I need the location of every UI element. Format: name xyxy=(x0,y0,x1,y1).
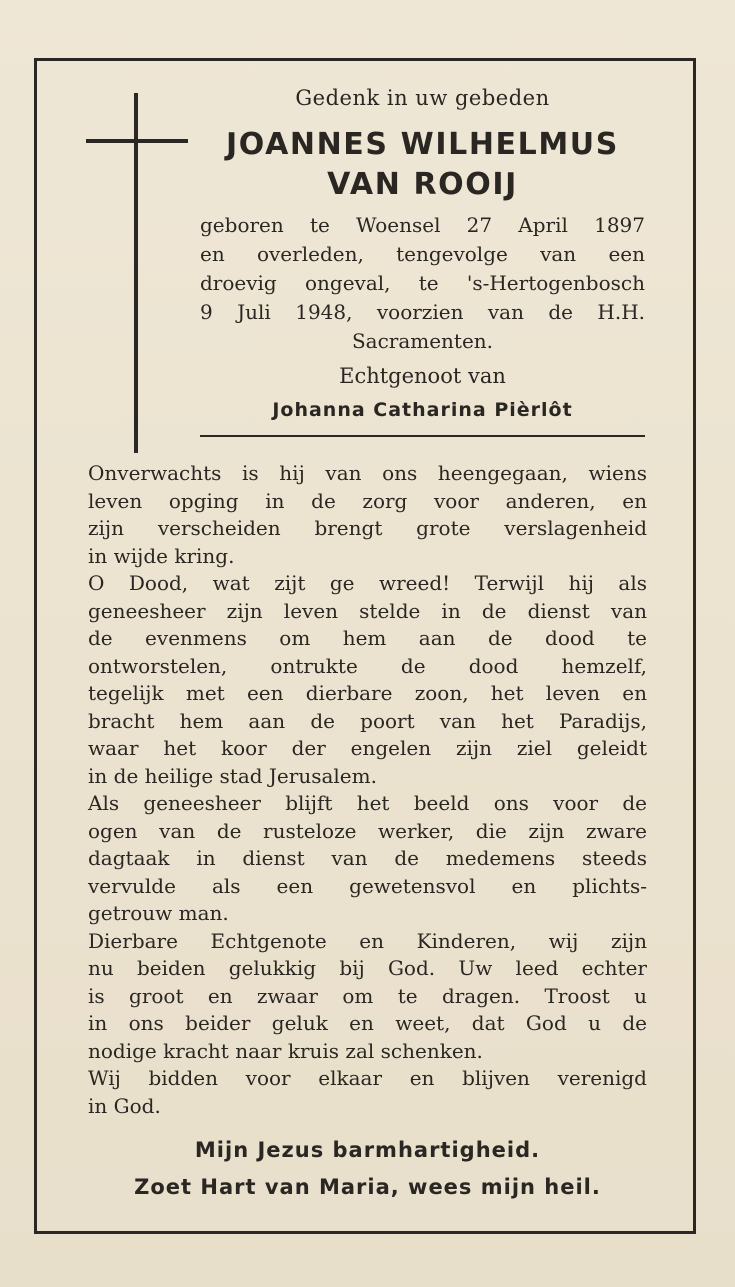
text-line: de evenmens om hem aan de dood te xyxy=(88,626,647,650)
text-line: in wijde kring. xyxy=(88,543,235,568)
text-line: Onverwachts is hij van ons heengegaan, wiens xyxy=(88,461,647,485)
deceased-name-line2: VAN ROOIJ xyxy=(327,167,518,202)
memorial-text xyxy=(88,460,647,1120)
text-line: Als geneesheer blijft het beeld ons voor de xyxy=(88,791,647,815)
text-line: geneesheer zijn leven stelde in de dienst van xyxy=(88,598,647,623)
text-line: in de heilige stad Jerusalem. xyxy=(88,763,377,788)
text-line: vervulde als een gewetensvol en plichts- xyxy=(88,873,647,898)
text-line: leven opging in de zorg voor anderen, en xyxy=(88,488,647,513)
text-line: nodige kracht naar kruis zal schenken. xyxy=(88,1038,483,1063)
text-line: is groot en zwaar om te dragen. Troost u xyxy=(88,983,647,1008)
text-line: zijn verscheiden brengt grote verslagenheid xyxy=(88,516,647,540)
text-line: ogen van de rusteloze werker, die zijn zware xyxy=(88,818,647,843)
text-line: nu beiden gelukkig bij God. Uw leed echter xyxy=(88,956,647,980)
biography-block xyxy=(200,211,645,356)
text-line: waar het koor der engelen zijn ziel geleidt xyxy=(88,736,647,760)
text-line: tegelijk met een dierbare zoon, het leven en xyxy=(88,681,647,705)
biography-line: Sacramenten. xyxy=(351,329,494,353)
spouse-name: Johanna Catharina Pièrlôt xyxy=(272,399,573,421)
closing-prayer-1: Mijn Jezus barmhartigheid. xyxy=(194,1138,541,1162)
deceased-name-line1: JOANNES WILHELMUS xyxy=(226,127,619,162)
biography-line: geboren te Woensel 27 April 1897 xyxy=(200,213,645,237)
biography-line: 9 Juli 1948, voorzien van de H.H. xyxy=(200,300,645,324)
text-line: O Dood, wat zijt ge wreed! Terwijl hij als xyxy=(88,571,647,595)
intro-text: Gedenk in uw gebeden xyxy=(295,86,550,110)
closing-prayer-2: Zoet Hart van Maria, wees mijn heil. xyxy=(134,1175,601,1199)
text-line: getrouw man. xyxy=(88,901,229,925)
divider-rule xyxy=(200,435,645,437)
text-line: ontworstelen, ontrukte de dood hemzelf, xyxy=(88,653,647,678)
cross-icon xyxy=(134,93,138,453)
biography-line: en overleden, tengevolge van een xyxy=(200,242,645,266)
spouse-label: Echtgenoot van xyxy=(339,364,506,388)
text-line: Wij bidden voor elkaar en blijven verenigd xyxy=(88,1066,647,1090)
text-line: bracht hem aan de poort van het Paradijs, xyxy=(88,708,647,733)
biography-line: droevig ongeval, te 's-Hertogenbosch xyxy=(200,271,645,295)
cross-icon-bar xyxy=(86,139,188,143)
text-line: Dierbare Echtgenote en Kinderen, wij zijn xyxy=(88,928,647,953)
text-line: dagtaak in dienst van de medemens steeds xyxy=(88,846,647,870)
text-line: in ons beider geluk en weet, dat God u de xyxy=(88,1011,647,1035)
text-line: in God. xyxy=(88,1093,161,1118)
